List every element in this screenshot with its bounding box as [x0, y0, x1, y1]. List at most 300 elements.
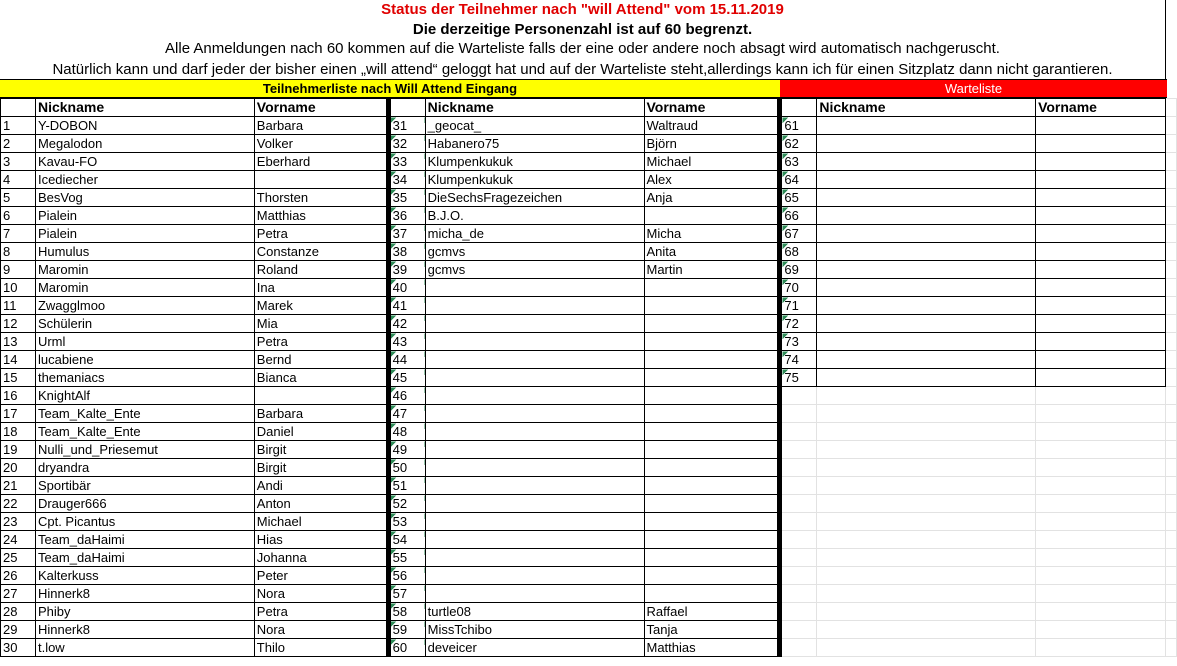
- empty-cell[interactable]: [817, 405, 1036, 423]
- nickname-cell[interactable]: Pialein: [35, 225, 254, 243]
- vorname-cell[interactable]: Petra: [254, 225, 388, 243]
- empty-cell[interactable]: [780, 459, 817, 477]
- vorname-cell[interactable]: [644, 531, 780, 549]
- participants-section-header[interactable]: Teilnehmerliste nach Will Attend Eingang: [0, 79, 780, 98]
- vorname-cell[interactable]: [644, 567, 780, 585]
- nickname-cell[interactable]: Humulus: [35, 243, 254, 261]
- row-number-cell[interactable]: 55: [388, 549, 425, 567]
- empty-cell[interactable]: [1036, 405, 1166, 423]
- row-number-cell[interactable]: 20: [1, 459, 36, 477]
- row-number-cell[interactable]: 29: [1, 621, 36, 639]
- row-number-cell[interactable]: 25: [1, 549, 36, 567]
- vorname-header[interactable]: Vorname: [254, 99, 388, 117]
- nickname-cell[interactable]: themaniacs: [35, 369, 254, 387]
- row-number-cell[interactable]: 60: [388, 639, 425, 657]
- nickname-cell[interactable]: [425, 297, 644, 315]
- row-number-cell[interactable]: 59: [388, 621, 425, 639]
- row-number-cell[interactable]: 2: [1, 135, 36, 153]
- nickname-cell[interactable]: Icediecher: [35, 171, 254, 189]
- vorname-cell[interactable]: [644, 405, 780, 423]
- waitlist-number-cell[interactable]: 73: [780, 333, 817, 351]
- nickname-header[interactable]: Nickname: [817, 99, 1036, 117]
- empty-cell[interactable]: [817, 459, 1036, 477]
- waitlist-vorname-cell[interactable]: [1036, 207, 1166, 225]
- nickname-cell[interactable]: Habanero75: [425, 135, 644, 153]
- waitlist-vorname-cell[interactable]: [1036, 153, 1166, 171]
- row-number-cell[interactable]: 8: [1, 243, 36, 261]
- vorname-cell[interactable]: Roland: [254, 261, 388, 279]
- empty-cell[interactable]: [1036, 531, 1166, 549]
- waitlist-nickname-cell[interactable]: [817, 297, 1036, 315]
- nickname-cell[interactable]: [425, 495, 644, 513]
- waitlist-number-cell[interactable]: 71: [780, 297, 817, 315]
- row-number-cell[interactable]: 9: [1, 261, 36, 279]
- empty-cell[interactable]: [817, 495, 1036, 513]
- empty-cell[interactable]: [817, 387, 1036, 405]
- row-number-cell[interactable]: 6: [1, 207, 36, 225]
- empty-cell[interactable]: [1165, 189, 1176, 207]
- row-number-cell[interactable]: 53: [388, 513, 425, 531]
- nickname-cell[interactable]: [425, 585, 644, 603]
- empty-cell[interactable]: [1036, 585, 1166, 603]
- nickname-cell[interactable]: Zwagglmoo: [35, 297, 254, 315]
- empty-cell[interactable]: [1165, 297, 1176, 315]
- vorname-cell[interactable]: [254, 387, 388, 405]
- row-number-cell[interactable]: 26: [1, 567, 36, 585]
- row-number-cell[interactable]: 50: [388, 459, 425, 477]
- vorname-cell[interactable]: Constanze: [254, 243, 388, 261]
- waitlist-number-cell[interactable]: 70: [780, 279, 817, 297]
- row-number-cell[interactable]: 39: [388, 261, 425, 279]
- empty-cell[interactable]: [780, 441, 817, 459]
- nickname-cell[interactable]: Cpt. Picantus: [35, 513, 254, 531]
- nickname-cell[interactable]: Pialein: [35, 207, 254, 225]
- waitlist-number-cell[interactable]: 62: [780, 135, 817, 153]
- vorname-cell[interactable]: Peter: [254, 567, 388, 585]
- row-number-cell[interactable]: 7: [1, 225, 36, 243]
- nickname-cell[interactable]: DieSechsFragezeichen: [425, 189, 644, 207]
- empty-cell[interactable]: [1036, 459, 1166, 477]
- vorname-cell[interactable]: Birgit: [254, 459, 388, 477]
- nickname-cell[interactable]: MissTchibo: [425, 621, 644, 639]
- row-number-cell[interactable]: 24: [1, 531, 36, 549]
- vorname-cell[interactable]: Raffael: [644, 603, 780, 621]
- row-number-cell[interactable]: 18: [1, 423, 36, 441]
- waitlist-number-cell[interactable]: 65: [780, 189, 817, 207]
- row-number-cell[interactable]: 11: [1, 297, 36, 315]
- waitlist-vorname-cell[interactable]: [1036, 279, 1166, 297]
- nickname-cell[interactable]: [425, 351, 644, 369]
- empty-cell[interactable]: [1165, 117, 1176, 135]
- empty-cell[interactable]: [1165, 171, 1176, 189]
- nickname-cell[interactable]: [425, 531, 644, 549]
- vorname-cell[interactable]: [644, 387, 780, 405]
- row-number-cell[interactable]: 17: [1, 405, 36, 423]
- row-number-cell[interactable]: 38: [388, 243, 425, 261]
- row-number-cell[interactable]: 58: [388, 603, 425, 621]
- vorname-cell[interactable]: Petra: [254, 603, 388, 621]
- waitlist-nickname-cell[interactable]: [817, 171, 1036, 189]
- nickname-cell[interactable]: Schülerin: [35, 315, 254, 333]
- waitlist-vorname-cell[interactable]: [1036, 297, 1166, 315]
- row-number-cell[interactable]: 47: [388, 405, 425, 423]
- vorname-cell[interactable]: Alex: [644, 171, 780, 189]
- vorname-cell[interactable]: [644, 441, 780, 459]
- vorname-cell[interactable]: Barbara: [254, 117, 388, 135]
- row-number-cell[interactable]: 41: [388, 297, 425, 315]
- empty-cell[interactable]: [1165, 495, 1176, 513]
- empty-cell[interactable]: [1165, 153, 1176, 171]
- empty-cell[interactable]: [780, 477, 817, 495]
- row-number-cell[interactable]: 12: [1, 315, 36, 333]
- row-number-cell[interactable]: 1: [1, 117, 36, 135]
- empty-cell[interactable]: [1165, 549, 1176, 567]
- row-number-cell[interactable]: 22: [1, 495, 36, 513]
- vorname-cell[interactable]: Anton: [254, 495, 388, 513]
- nickname-cell[interactable]: BesVog: [35, 189, 254, 207]
- empty-cell[interactable]: [1165, 315, 1176, 333]
- empty-cell[interactable]: [817, 621, 1036, 639]
- waitlist-vorname-cell[interactable]: [1036, 369, 1166, 387]
- row-number-cell[interactable]: 34: [388, 171, 425, 189]
- empty-cell[interactable]: [1165, 369, 1176, 387]
- row-number-cell[interactable]: 5: [1, 189, 36, 207]
- nickname-cell[interactable]: Klumpenkukuk: [425, 153, 644, 171]
- nickname-cell[interactable]: Megalodon: [35, 135, 254, 153]
- vorname-cell[interactable]: [644, 477, 780, 495]
- waitlist-nickname-cell[interactable]: [817, 117, 1036, 135]
- vorname-cell[interactable]: Eberhard: [254, 153, 388, 171]
- empty-cell[interactable]: [1165, 387, 1176, 405]
- row-number-cell[interactable]: 23: [1, 513, 36, 531]
- vorname-cell[interactable]: [644, 369, 780, 387]
- empty-cell[interactable]: [1165, 531, 1176, 549]
- nickname-cell[interactable]: KnightAlf: [35, 387, 254, 405]
- vorname-cell[interactable]: Micha: [644, 225, 780, 243]
- empty-cell[interactable]: [780, 621, 817, 639]
- row-number-cell[interactable]: 45: [388, 369, 425, 387]
- nickname-cell[interactable]: gcmvs: [425, 261, 644, 279]
- row-number-cell[interactable]: 49: [388, 441, 425, 459]
- row-number-cell[interactable]: 43: [388, 333, 425, 351]
- nickname-cell[interactable]: [425, 513, 644, 531]
- row-number-cell[interactable]: 52: [388, 495, 425, 513]
- row-number-cell[interactable]: 28: [1, 603, 36, 621]
- waitlist-number-cell[interactable]: 69: [780, 261, 817, 279]
- empty-cell[interactable]: [1165, 243, 1176, 261]
- empty-cell[interactable]: [817, 477, 1036, 495]
- waitlist-nickname-cell[interactable]: [817, 351, 1036, 369]
- vorname-cell[interactable]: Hias: [254, 531, 388, 549]
- waitlist-nickname-cell[interactable]: [817, 207, 1036, 225]
- empty-cell[interactable]: [780, 585, 817, 603]
- row-number-header[interactable]: [388, 99, 425, 117]
- empty-cell[interactable]: [1165, 477, 1176, 495]
- waitlist-nickname-cell[interactable]: [817, 153, 1036, 171]
- row-number-cell[interactable]: 54: [388, 531, 425, 549]
- empty-cell[interactable]: [1036, 513, 1166, 531]
- row-number-cell[interactable]: 13: [1, 333, 36, 351]
- empty-cell[interactable]: [1165, 585, 1176, 603]
- nickname-cell[interactable]: t.low: [35, 639, 254, 657]
- row-number-cell[interactable]: 19: [1, 441, 36, 459]
- vorname-cell[interactable]: Anita: [644, 243, 780, 261]
- waitlist-nickname-cell[interactable]: [817, 315, 1036, 333]
- row-number-cell[interactable]: 56: [388, 567, 425, 585]
- empty-cell[interactable]: [817, 513, 1036, 531]
- nickname-cell[interactable]: Klumpenkukuk: [425, 171, 644, 189]
- nickname-cell[interactable]: Phiby: [35, 603, 254, 621]
- empty-cell[interactable]: [1036, 495, 1166, 513]
- row-number-cell[interactable]: 40: [388, 279, 425, 297]
- row-number-cell[interactable]: 30: [1, 639, 36, 657]
- row-number-cell[interactable]: 48: [388, 423, 425, 441]
- waitlist-nickname-cell[interactable]: [817, 135, 1036, 153]
- waitlist-nickname-cell[interactable]: [817, 279, 1036, 297]
- nickname-cell[interactable]: [425, 279, 644, 297]
- nickname-header[interactable]: Nickname: [35, 99, 254, 117]
- vorname-cell[interactable]: Björn: [644, 135, 780, 153]
- nickname-cell[interactable]: [425, 441, 644, 459]
- vorname-cell[interactable]: [644, 297, 780, 315]
- nickname-cell[interactable]: Kavau-FO: [35, 153, 254, 171]
- vorname-cell[interactable]: [644, 207, 780, 225]
- nickname-cell[interactable]: [425, 549, 644, 567]
- empty-cell[interactable]: [1165, 207, 1176, 225]
- nickname-cell[interactable]: [425, 567, 644, 585]
- empty-cell[interactable]: [817, 531, 1036, 549]
- empty-cell[interactable]: [1165, 513, 1176, 531]
- waitlist-vorname-cell[interactable]: [1036, 243, 1166, 261]
- vorname-cell[interactable]: Tanja: [644, 621, 780, 639]
- row-number-cell[interactable]: 16: [1, 387, 36, 405]
- vorname-cell[interactable]: [644, 459, 780, 477]
- empty-cell[interactable]: [780, 603, 817, 621]
- waitlist-section-header[interactable]: Warteliste: [780, 79, 1167, 98]
- waitlist-nickname-cell[interactable]: [817, 243, 1036, 261]
- vorname-cell[interactable]: Volker: [254, 135, 388, 153]
- nickname-cell[interactable]: lucabiene: [35, 351, 254, 369]
- nickname-cell[interactable]: Hinnerk8: [35, 585, 254, 603]
- vorname-cell[interactable]: Matthias: [254, 207, 388, 225]
- vorname-cell[interactable]: Nora: [254, 621, 388, 639]
- waitlist-number-cell[interactable]: 74: [780, 351, 817, 369]
- waitlist-nickname-cell[interactable]: [817, 261, 1036, 279]
- vorname-cell[interactable]: Michael: [254, 513, 388, 531]
- empty-cell[interactable]: [817, 441, 1036, 459]
- empty-cell[interactable]: [817, 639, 1036, 657]
- waitlist-number-cell[interactable]: 75: [780, 369, 817, 387]
- empty-cell[interactable]: [1165, 333, 1176, 351]
- nickname-cell[interactable]: Maromin: [35, 279, 254, 297]
- nickname-cell[interactable]: [425, 387, 644, 405]
- empty-cell[interactable]: [1165, 459, 1176, 477]
- empty-cell[interactable]: [1165, 351, 1176, 369]
- waitlist-number-cell[interactable]: 64: [780, 171, 817, 189]
- empty-cell[interactable]: [780, 513, 817, 531]
- row-number-cell[interactable]: 14: [1, 351, 36, 369]
- vorname-cell[interactable]: Birgit: [254, 441, 388, 459]
- waitlist-vorname-cell[interactable]: [1036, 225, 1166, 243]
- waitlist-number-cell[interactable]: 66: [780, 207, 817, 225]
- vorname-cell[interactable]: Waltraud: [644, 117, 780, 135]
- nickname-cell[interactable]: micha_de: [425, 225, 644, 243]
- row-number-cell[interactable]: 27: [1, 585, 36, 603]
- nickname-cell[interactable]: Hinnerk8: [35, 621, 254, 639]
- empty-cell[interactable]: [1036, 441, 1166, 459]
- empty-cell[interactable]: [1036, 621, 1166, 639]
- waitlist-number-cell[interactable]: 67: [780, 225, 817, 243]
- nickname-cell[interactable]: [425, 333, 644, 351]
- row-number-cell[interactable]: 33: [388, 153, 425, 171]
- vorname-cell[interactable]: Marek: [254, 297, 388, 315]
- vorname-cell[interactable]: [644, 495, 780, 513]
- vorname-cell[interactable]: Petra: [254, 333, 388, 351]
- empty-cell[interactable]: [780, 387, 817, 405]
- empty-cell[interactable]: [1165, 441, 1176, 459]
- row-number-cell[interactable]: 32: [388, 135, 425, 153]
- vorname-header[interactable]: Vorname: [644, 99, 780, 117]
- row-number-cell[interactable]: 4: [1, 171, 36, 189]
- row-number-header[interactable]: [1, 99, 36, 117]
- waitlist-nickname-cell[interactable]: [817, 369, 1036, 387]
- empty-cell[interactable]: [780, 405, 817, 423]
- waitlist-nickname-cell[interactable]: [817, 333, 1036, 351]
- row-number-cell[interactable]: 35: [388, 189, 425, 207]
- nickname-cell[interactable]: _geocat_: [425, 117, 644, 135]
- empty-cell[interactable]: [817, 423, 1036, 441]
- nickname-header[interactable]: Nickname: [425, 99, 644, 117]
- vorname-cell[interactable]: [644, 549, 780, 567]
- empty-cell[interactable]: [1036, 639, 1166, 657]
- empty-cell[interactable]: [1165, 423, 1176, 441]
- waitlist-nickname-cell[interactable]: [817, 225, 1036, 243]
- vorname-cell[interactable]: [644, 423, 780, 441]
- vorname-cell[interactable]: [644, 351, 780, 369]
- vorname-cell[interactable]: Thorsten: [254, 189, 388, 207]
- nickname-cell[interactable]: Team_Kalte_Ente: [35, 405, 254, 423]
- nickname-cell[interactable]: Nulli_und_Priesemut: [35, 441, 254, 459]
- vorname-cell[interactable]: [644, 315, 780, 333]
- nickname-cell[interactable]: B.J.O.: [425, 207, 644, 225]
- empty-cell[interactable]: [1165, 279, 1176, 297]
- empty-cell[interactable]: [817, 603, 1036, 621]
- empty-cell[interactable]: [1165, 603, 1176, 621]
- empty-cell[interactable]: [1036, 423, 1166, 441]
- nickname-cell[interactable]: deveicer: [425, 639, 644, 657]
- row-number-cell[interactable]: 31: [388, 117, 425, 135]
- empty-cell[interactable]: [1165, 567, 1176, 585]
- empty-cell[interactable]: [1165, 225, 1176, 243]
- empty-cell[interactable]: [1165, 135, 1176, 153]
- nickname-cell[interactable]: gcmvs: [425, 243, 644, 261]
- vorname-cell[interactable]: [644, 279, 780, 297]
- vorname-cell[interactable]: Nora: [254, 585, 388, 603]
- empty-cell[interactable]: [817, 585, 1036, 603]
- nickname-cell[interactable]: [425, 369, 644, 387]
- empty-cell[interactable]: [1165, 405, 1176, 423]
- nickname-cell[interactable]: Team_Kalte_Ente: [35, 423, 254, 441]
- empty-cell[interactable]: [1036, 477, 1166, 495]
- row-number-cell[interactable]: 3: [1, 153, 36, 171]
- vorname-cell[interactable]: Mia: [254, 315, 388, 333]
- vorname-header[interactable]: Vorname: [1036, 99, 1166, 117]
- empty-cell[interactable]: [780, 495, 817, 513]
- nickname-cell[interactable]: [425, 477, 644, 495]
- vorname-cell[interactable]: Andi: [254, 477, 388, 495]
- nickname-cell[interactable]: [425, 459, 644, 477]
- vorname-cell[interactable]: Michael: [644, 153, 780, 171]
- row-number-cell[interactable]: 21: [1, 477, 36, 495]
- vorname-cell[interactable]: Matthias: [644, 639, 780, 657]
- vorname-cell[interactable]: Johanna: [254, 549, 388, 567]
- empty-cell[interactable]: [1036, 387, 1166, 405]
- vorname-cell[interactable]: [644, 585, 780, 603]
- vorname-cell[interactable]: Bianca: [254, 369, 388, 387]
- row-number-cell[interactable]: 44: [388, 351, 425, 369]
- vorname-cell[interactable]: [644, 333, 780, 351]
- row-number-cell[interactable]: 10: [1, 279, 36, 297]
- waitlist-vorname-cell[interactable]: [1036, 117, 1166, 135]
- vorname-cell[interactable]: Ina: [254, 279, 388, 297]
- nickname-cell[interactable]: Urml: [35, 333, 254, 351]
- empty-cell[interactable]: [780, 549, 817, 567]
- row-number-cell[interactable]: 46: [388, 387, 425, 405]
- empty-cell[interactable]: [1036, 603, 1166, 621]
- row-number-cell[interactable]: 57: [388, 585, 425, 603]
- nickname-cell[interactable]: Y-DOBON: [35, 117, 254, 135]
- row-number-header[interactable]: [780, 99, 817, 117]
- waitlist-number-cell[interactable]: 61: [780, 117, 817, 135]
- vorname-cell[interactable]: Martin: [644, 261, 780, 279]
- waitlist-vorname-cell[interactable]: [1036, 171, 1166, 189]
- waitlist-nickname-cell[interactable]: [817, 189, 1036, 207]
- waitlist-number-cell[interactable]: 68: [780, 243, 817, 261]
- waitlist-vorname-cell[interactable]: [1036, 333, 1166, 351]
- vorname-cell[interactable]: Thilo: [254, 639, 388, 657]
- nickname-cell[interactable]: Team_daHaimi: [35, 549, 254, 567]
- nickname-cell[interactable]: turtle08: [425, 603, 644, 621]
- waitlist-vorname-cell[interactable]: [1036, 135, 1166, 153]
- empty-cell[interactable]: [1165, 639, 1176, 657]
- empty-cell[interactable]: [817, 567, 1036, 585]
- waitlist-vorname-cell[interactable]: [1036, 261, 1166, 279]
- empty-cell[interactable]: [1036, 549, 1166, 567]
- empty-cell[interactable]: [1165, 99, 1176, 117]
- nickname-cell[interactable]: [425, 315, 644, 333]
- nickname-cell[interactable]: [425, 423, 644, 441]
- vorname-cell[interactable]: [644, 513, 780, 531]
- vorname-cell[interactable]: [254, 171, 388, 189]
- nickname-cell[interactable]: dryandra: [35, 459, 254, 477]
- empty-cell[interactable]: [780, 567, 817, 585]
- nickname-cell[interactable]: [425, 405, 644, 423]
- empty-cell[interactable]: [780, 423, 817, 441]
- row-number-cell[interactable]: 15: [1, 369, 36, 387]
- empty-cell[interactable]: [817, 549, 1036, 567]
- waitlist-number-cell[interactable]: 72: [780, 315, 817, 333]
- vorname-cell[interactable]: Daniel: [254, 423, 388, 441]
- waitlist-vorname-cell[interactable]: [1036, 189, 1166, 207]
- empty-cell[interactable]: [780, 639, 817, 657]
- empty-cell[interactable]: [1036, 567, 1166, 585]
- row-number-cell[interactable]: 36: [388, 207, 425, 225]
- nickname-cell[interactable]: Maromin: [35, 261, 254, 279]
- vorname-cell[interactable]: Anja: [644, 189, 780, 207]
- nickname-cell[interactable]: Sportibär: [35, 477, 254, 495]
- row-number-cell[interactable]: 42: [388, 315, 425, 333]
- empty-cell[interactable]: [1165, 261, 1176, 279]
